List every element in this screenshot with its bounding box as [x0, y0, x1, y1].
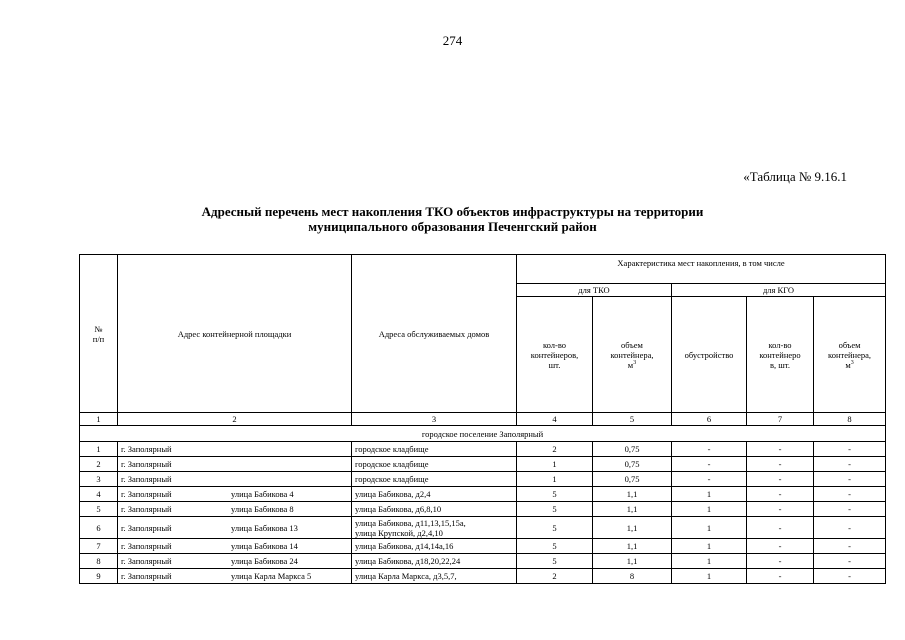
- kgo-count: -: [747, 539, 814, 554]
- kgo-count: -: [747, 502, 814, 517]
- header-kgo: для КГО: [672, 284, 886, 297]
- header-tko-volume: объем контейнера, $м^3$: [593, 297, 672, 413]
- tko-count: 5: [517, 554, 593, 569]
- header-row-1: [80, 255, 886, 284]
- section-title: городское поселение Заполярный: [80, 426, 886, 442]
- col-number: 8: [814, 413, 886, 426]
- row-number: 9: [80, 569, 118, 584]
- header-tko: для ТКО: [517, 284, 672, 297]
- header-served: Адреса обслуживаемых домов: [352, 255, 517, 413]
- kgo-volume: -: [814, 554, 886, 569]
- container-address: [118, 442, 352, 457]
- kgo-equipment: 1: [672, 554, 747, 569]
- address-town: г. Заполярный: [121, 541, 172, 551]
- served-houses: улица Бабикова, д6,8,10: [352, 502, 517, 517]
- table-row: [80, 517, 886, 539]
- table-label: «Таблица № 9.16.1: [743, 169, 847, 184]
- col-number: 4: [517, 413, 593, 426]
- kgo-equipment: 1: [672, 569, 747, 584]
- col-number: 5: [593, 413, 672, 426]
- address-town: г. Заполярный: [121, 444, 172, 454]
- col-number: 2: [118, 413, 352, 426]
- section-row: [80, 426, 886, 442]
- served-houses: улица Бабикова, д14,14а,16: [352, 539, 517, 554]
- col-number: 6: [672, 413, 747, 426]
- kgo-volume: -: [814, 539, 886, 554]
- table-row: [80, 442, 886, 457]
- kgo-equipment: -: [672, 472, 747, 487]
- col-number: 3: [352, 413, 517, 426]
- container-address: [118, 517, 352, 539]
- row-number: 3: [80, 472, 118, 487]
- kgo-count: -: [747, 472, 814, 487]
- tko-volume: 0,75: [593, 442, 672, 457]
- page-number: 274: [442, 33, 463, 48]
- served-houses: городское кладбище: [352, 472, 517, 487]
- tko-count: 5: [517, 539, 593, 554]
- served-houses: улица Бабикова, д18,20,22,24: [352, 554, 517, 569]
- kgo-equipment: 1: [672, 487, 747, 502]
- data-rows: [80, 442, 886, 584]
- table-row: [80, 554, 886, 569]
- table-row: [80, 502, 886, 517]
- kgo-count: -: [747, 457, 814, 472]
- served-houses: улица Бабикова, д11,13,15,15а, улица Крупской, д2,4,10: [352, 517, 517, 539]
- tko-volume: 1,1: [593, 502, 672, 517]
- kgo-volume: -: [814, 472, 886, 487]
- tko-volume: 1,1: [593, 539, 672, 554]
- container-address: [118, 472, 352, 487]
- address-street: улица Бабикова 4: [231, 489, 294, 499]
- kgo-count: -: [747, 442, 814, 457]
- kgo-equipment: -: [672, 442, 747, 457]
- tko-count: 5: [517, 487, 593, 502]
- tko-volume: 8: [593, 569, 672, 584]
- kgo-volume: -: [814, 442, 886, 457]
- table-row: [80, 457, 886, 472]
- kgo-count: -: [747, 569, 814, 584]
- kgo-volume: -: [814, 457, 886, 472]
- served-houses: городское кладбище: [352, 442, 517, 457]
- served-houses: улица Карла Маркса, д3,5,7,: [352, 569, 517, 584]
- tko-volume: 1,1: [593, 487, 672, 502]
- title-line-2: муниципального образования Печенгский район: [308, 219, 597, 234]
- address-street: улица Бабикова 24: [231, 556, 298, 566]
- kgo-volume: -: [814, 502, 886, 517]
- header-kgo-count: кол-во контейнеро в, шт.: [747, 297, 814, 413]
- container-address: [118, 569, 352, 584]
- address-town: г. Заполярный: [121, 459, 172, 469]
- address-street: улица Карла Маркса 5: [231, 571, 312, 581]
- document-title: [0, 204, 905, 234]
- tko-volume: 1,1: [593, 517, 672, 539]
- kgo-equipment: -: [672, 457, 747, 472]
- kgo-count: -: [747, 487, 814, 502]
- address-town: г. Заполярный: [121, 504, 172, 514]
- col-number: 1: [80, 413, 118, 426]
- kgo-count: -: [747, 554, 814, 569]
- tko-count: 2: [517, 569, 593, 584]
- kgo-equipment: 1: [672, 517, 747, 539]
- row-number: 1: [80, 442, 118, 457]
- kgo-equipment: 1: [672, 539, 747, 554]
- table-row: [80, 487, 886, 502]
- row-number: 2: [80, 457, 118, 472]
- address-town: г. Заполярный: [121, 522, 172, 533]
- tko-count: 5: [517, 517, 593, 539]
- tko-count: 1: [517, 472, 593, 487]
- tko-count: 2: [517, 442, 593, 457]
- column-numbers-row: [80, 413, 886, 426]
- header-characteristics: Характеристика мест накопления, в том числе: [517, 255, 886, 284]
- container-address: [118, 457, 352, 472]
- container-address: [118, 487, 352, 502]
- header-kgo-equipment: обустройство: [672, 297, 747, 413]
- kgo-volume: -: [814, 517, 886, 539]
- served-houses: улица Бабикова, д2,4: [352, 487, 517, 502]
- tko-volume: 0,75: [593, 472, 672, 487]
- address-street: улица Бабикова 14: [231, 541, 298, 551]
- row-number: 8: [80, 554, 118, 569]
- kgo-volume: -: [814, 569, 886, 584]
- title-line-1: Адресный перечень мест накопления ТКО объектов инфраструктуры на территории: [201, 204, 704, 219]
- table-row: [80, 539, 886, 554]
- kgo-volume: -: [814, 487, 886, 502]
- container-address: [118, 554, 352, 569]
- tko-count: 1: [517, 457, 593, 472]
- row-number: 7: [80, 539, 118, 554]
- address-town: г. Заполярный: [121, 571, 172, 581]
- container-address: [118, 539, 352, 554]
- containers-table: [79, 254, 886, 584]
- header-kgo-volume: объем контейнера, $м^3$: [814, 297, 886, 413]
- row-number: 5: [80, 502, 118, 517]
- table-row: [80, 472, 886, 487]
- address-town: г. Заполярный: [121, 474, 172, 484]
- tko-volume: 1,1: [593, 554, 672, 569]
- row-number: 6: [80, 517, 118, 539]
- header-num: № п/п: [80, 255, 118, 413]
- kgo-count: -: [747, 517, 814, 539]
- kgo-equipment: 1: [672, 502, 747, 517]
- table-row: [80, 569, 886, 584]
- container-address: [118, 502, 352, 517]
- tko-count: 5: [517, 502, 593, 517]
- tko-volume: 0,75: [593, 457, 672, 472]
- header-address: Адрес контейнерной площадки: [118, 255, 352, 413]
- col-number: 7: [747, 413, 814, 426]
- address-street: улица Бабикова 8: [231, 504, 294, 514]
- address-town: г. Заполярный: [121, 489, 172, 499]
- address-street: улица Бабикова 13: [231, 522, 298, 533]
- row-number: 4: [80, 487, 118, 502]
- header-tko-count: кол-во контейнеров, шт.: [517, 297, 593, 413]
- address-town: г. Заполярный: [121, 556, 172, 566]
- served-houses: городское кладбище: [352, 457, 517, 472]
